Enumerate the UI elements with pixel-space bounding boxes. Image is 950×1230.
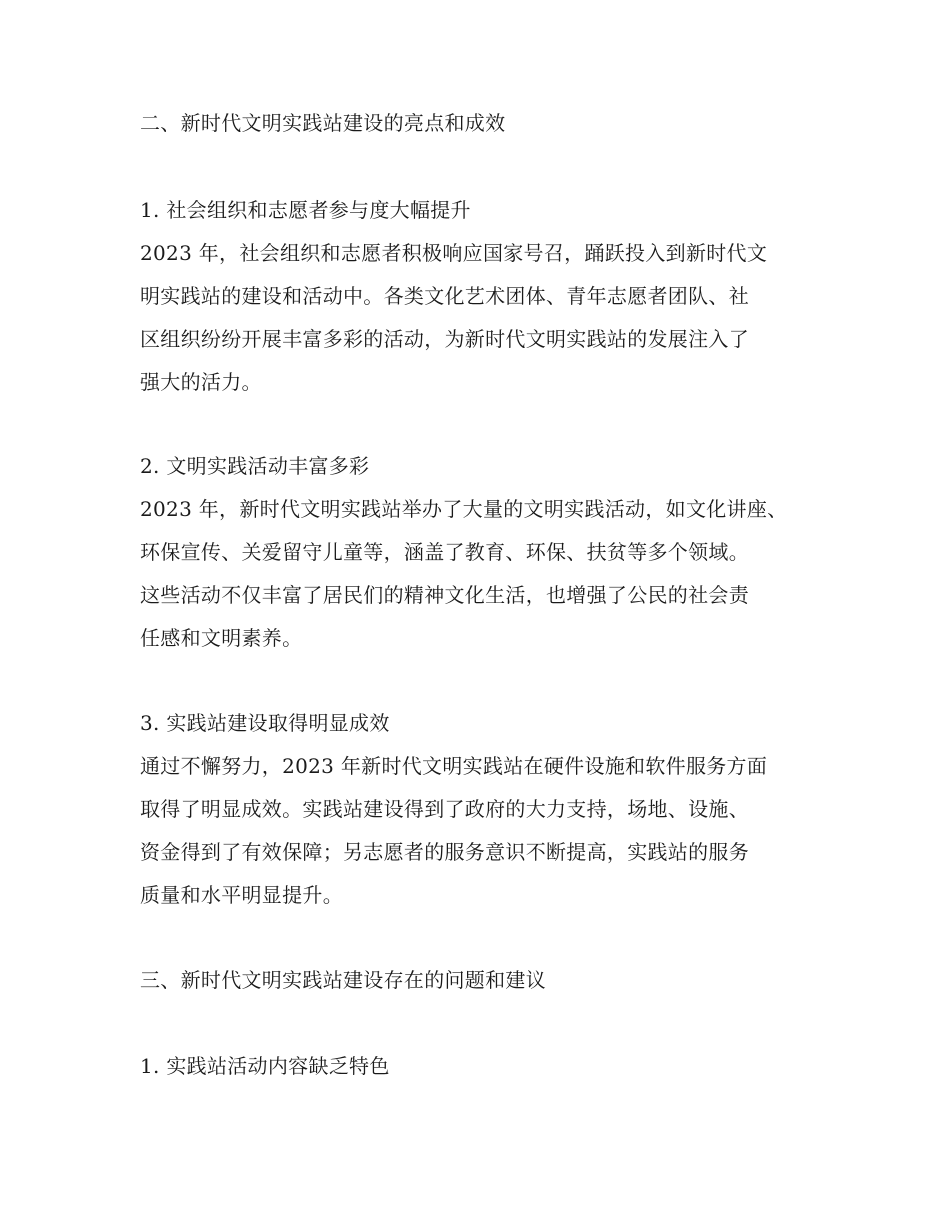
subsection-heading-3-1: 1. 实践站活动内容缺乏特色	[140, 1054, 390, 1078]
paragraph-line: 任感和文明素养。	[140, 626, 303, 650]
paragraph-line: 质量和水平明显提升。	[140, 883, 343, 907]
paragraph-line: 资金得到了有效保障；另志愿者的服务意识不断提高，实践站的服务	[140, 840, 749, 864]
subsection-heading-2-3: 3. 实践站建设取得明显成效	[140, 711, 390, 735]
paragraph-line: 环保宣传、关爱留守儿童等，涵盖了教育、环保、扶贫等多个领域。	[140, 540, 749, 564]
paragraph-line: 2023 年，社会组织和志愿者积极响应国家号召，踊跃投入到新时代文	[140, 241, 768, 265]
paragraph-line: 2023 年，新时代文明实践站举办了大量的文明实践活动，如文化讲座、	[140, 497, 788, 521]
subsection-heading-2-1: 1. 社会组织和志愿者参与度大幅提升	[140, 198, 471, 222]
subsection-heading-2-2: 2. 文明实践活动丰富多彩	[140, 454, 370, 478]
paragraph-line: 通过不懈努力，2023 年新时代文明实践站在硬件设施和软件服务方面	[140, 754, 768, 778]
section-heading-3: 三、新时代文明实践站建设存在的问题和建议	[140, 968, 546, 992]
paragraph-line: 这些活动不仅丰富了居民们的精神文化生活，也增强了公民的社会责	[140, 583, 749, 607]
paragraph-line: 区组织纷纷开展丰富多彩的活动，为新时代文明实践站的发展注入了	[140, 327, 749, 351]
paragraph-line: 强大的活力。	[140, 370, 262, 394]
paragraph-line: 明实践站的建设和活动中。各类文化艺术团体、青年志愿者团队、社	[140, 284, 749, 308]
paragraph-line: 取得了明显成效。实践站建设得到了政府的大力支持，场地、设施、	[140, 797, 749, 821]
section-heading-2: 二、新时代文明实践站建设的亮点和成效	[140, 111, 506, 135]
